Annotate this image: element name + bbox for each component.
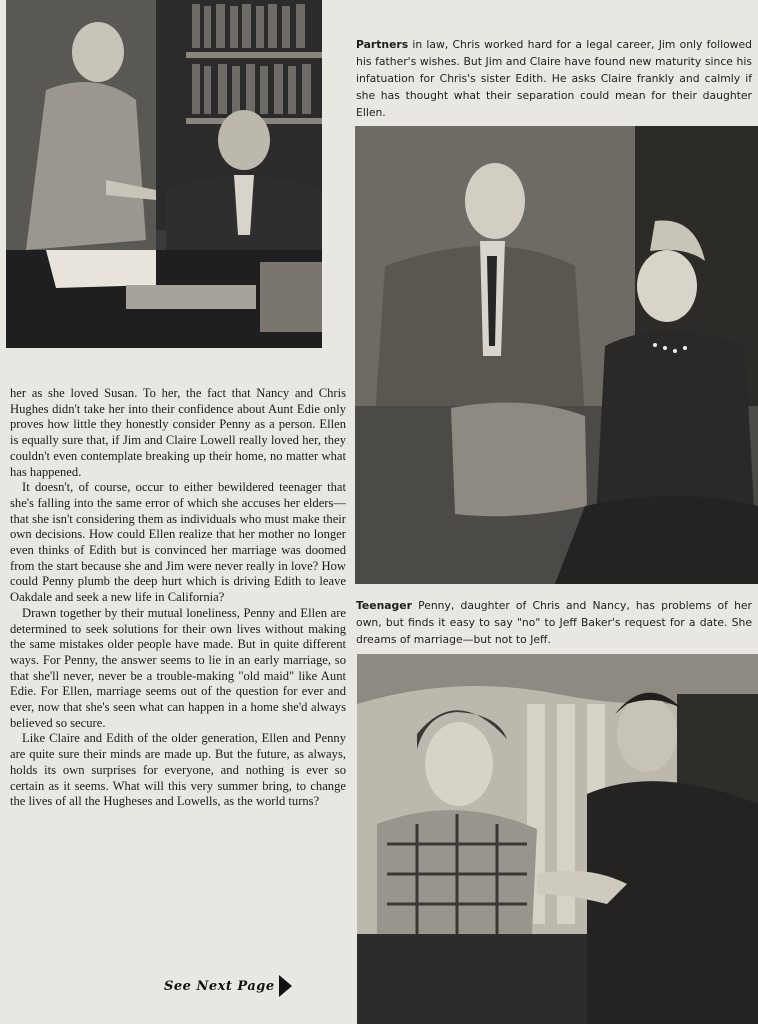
caption-partners-lead: Partners bbox=[356, 38, 409, 51]
caption-teenager bbox=[356, 597, 752, 648]
caption-partners-text: in law, Chris worked hard for a legal career, Jim only followed his father's wishes. But Jim and Claire have found new maturity since his infatuation for Chris's sister Edith. He asks Claire frankly and calmly if she has thought what their separation could mean for their daughter Ellen. bbox=[356, 38, 752, 119]
photo-couch-scene bbox=[355, 126, 758, 584]
caption-teenager-lead: Teenager bbox=[356, 599, 412, 612]
caption-teenager-text: Penny, daughter of Chris and Nancy, has problems of her own, but finds it easy to say "no" to Jeff Baker's request for a date. She dreams of marriage—but not to Jeff. bbox=[356, 599, 752, 646]
see-next-page-label: See Next Page bbox=[164, 978, 275, 994]
photo-office-scene bbox=[6, 0, 322, 348]
article-body bbox=[10, 386, 346, 810]
article-paragraph: Like Claire and Edith of the older generation, Ellen and Penny are quite sure their minds are made up. But the future, as always, holds its own surprises for everyone, and nothing is ever so certain as it seems. What will this very summer bring, to change the lives of all the Hugheses and Lowells, as the world turns? bbox=[10, 731, 346, 809]
caption-partners bbox=[356, 36, 752, 121]
article-paragraph: It doesn't, of course, occur to either bewildered teenager that she's falling into the same error of which she accuses her elders—that she isn't considering them as individuals who must make their own decisions. How could Ellen realize that her mother no longer even thinks of Edith but is convinced her marriage was doomed from the start because she and Jim were never really in love? How could Penny plumb the deep hurt which is driving Edith to leave Oakdale and seek a new life in California? bbox=[10, 480, 346, 605]
see-next-page-link[interactable] bbox=[164, 975, 292, 997]
article-paragraph: her as she loved Susan. To her, the fact that Nancy and Chris Hughes didn't take her into their confidence about Aunt Edie only proves how little they honestly consider Penny as a person. Ellen is equally sure that, if Jim and Claire Lowell really loved her, they couldn't even contemplate breaking up their home, no matter what has happened. bbox=[10, 386, 346, 479]
article-paragraph: Drawn together by their mutual loneliness, Penny and Ellen are determined to seek solutions for their own lives without making the same mistakes older people have made. But in quite different ways. For Penny, the answer seems to lie in an early marriage, so that she'll never, never be a trouble-making "old maid" like Aunt Edie. For Ellen, marriage seems out of the question for ever and ever, now that she's seen what can happen in a home she'd always believed so secure. bbox=[10, 605, 346, 730]
photo-teens-scene bbox=[357, 654, 758, 1024]
right-arrow-icon bbox=[279, 975, 292, 997]
